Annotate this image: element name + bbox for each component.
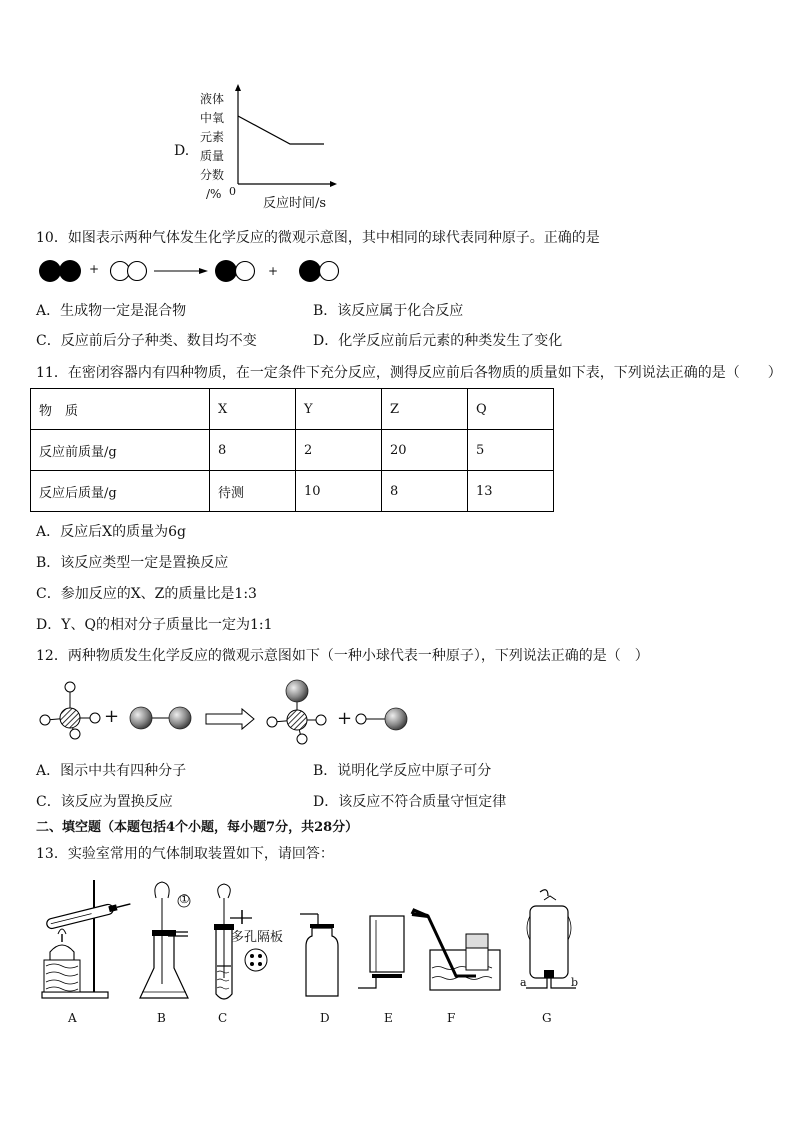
graph-x-axis-label: 反应时间/s (263, 196, 327, 211)
y-label-line: 分数 (200, 168, 225, 182)
small-atom (267, 717, 277, 727)
light-atom (111, 262, 130, 281)
option-c: C．该反应为置换反应 (36, 794, 173, 810)
plus-sign: + (89, 262, 100, 276)
apparatus-label-d: D (320, 1011, 330, 1025)
dark-atom (39, 260, 61, 282)
option-d: D．化学反应前后元素的种类发生了变化 (313, 333, 563, 349)
gray-atom (286, 680, 308, 702)
small-atom (297, 734, 307, 744)
table-cell: 13 (468, 471, 554, 512)
table-cell: 反应后质量/g (31, 471, 210, 512)
q10-reaction-diagram (36, 257, 346, 287)
question-11-stem: 11．在密闭容器内有四种物质，在一定条件下充分反应，测得反应前后各物质的质量如下表，下列说法正确的是（ ） (36, 365, 782, 381)
option-b: B．该反应属于化合反应 (313, 303, 464, 319)
graph-origin: 0 (229, 185, 236, 198)
arrowhead (199, 268, 208, 274)
table-cell: 8 (210, 430, 296, 471)
table-cell: Z (382, 389, 468, 430)
hatched-atom (60, 708, 80, 728)
y-label-line: /% (206, 187, 222, 201)
port-a-label: a (520, 976, 527, 989)
plus-sign: + (268, 264, 279, 278)
hollow-arrow (206, 709, 254, 729)
table-cell: X (210, 389, 296, 430)
small-atom (316, 715, 326, 725)
light-atom (128, 262, 147, 281)
graph-line (238, 116, 324, 144)
table-cell: 2 (296, 430, 382, 471)
apparatus-d (300, 914, 338, 996)
x-axis-arrow (330, 181, 337, 187)
apparatus-label-f: F (447, 1011, 456, 1025)
option-a: A．生成物一定是混合物 (36, 303, 187, 319)
small-atom (40, 715, 50, 725)
question-10-stem: 10．如图表示两种气体发生化学反应的微观示意图，其中相同的球代表同种原子。正确的是 (36, 230, 600, 246)
dark-atom (299, 260, 321, 282)
apparatus-a (42, 880, 132, 998)
option-b: B．说明化学反应中原子可分 (313, 763, 492, 779)
option-a: A．反应后X的质量为6g (36, 524, 186, 540)
small-atom (356, 714, 366, 724)
apparatus-label-e: E (384, 1011, 393, 1025)
option-c: C．反应前后分子种类、数目均不变 (36, 333, 257, 349)
table-cell: 8 (382, 471, 468, 512)
light-atom (236, 262, 255, 281)
table-cell: 物 质 (31, 389, 210, 430)
small-atom (70, 729, 80, 739)
apparatus-e (358, 916, 404, 988)
small-atom (65, 682, 75, 692)
plus-sign: + (104, 706, 120, 727)
table-cell: 待测 (210, 471, 296, 512)
apparatus-f (412, 910, 500, 990)
y-axis-arrow (235, 84, 241, 91)
table-header-row (31, 389, 554, 430)
option-d: D．该反应不符合质量守恒定律 (313, 794, 507, 810)
table-cell: 反应前质量/g (31, 430, 210, 471)
option-d-label: D. (174, 143, 190, 159)
y-label-line: 质量 (200, 149, 225, 163)
q12-reaction-diagram (36, 676, 426, 752)
question-12-stem: 12．两种物质发生化学反应的微观示意图如下（一种小球代表一种原子），下列说法正确的是（ ） (36, 648, 649, 664)
y-label-line: 元素 (200, 130, 225, 144)
option-c: C．参加反应的X、Z的质量比是1:3 (36, 586, 257, 602)
apparatus-diagram (36, 876, 596, 1008)
table-row (31, 471, 554, 512)
gray-atom (130, 707, 152, 729)
table-row (31, 430, 554, 471)
gray-atom (385, 708, 407, 730)
apparatus-g (526, 890, 579, 989)
apparatus-label-c: C (218, 1011, 228, 1025)
graph-y-axis-label (200, 90, 224, 204)
option-a: A．图示中共有四种分子 (36, 763, 187, 779)
question-13-stem: 13．实验室常用的气体制取装置如下，请回答： (36, 846, 334, 862)
port-b-label: b (571, 976, 579, 989)
option-b: B．该反应类型一定是置换反应 (36, 555, 229, 571)
dark-atom (215, 260, 237, 282)
gray-atom (169, 707, 191, 729)
hatched-atom (287, 710, 307, 730)
y-label-line: 液体 (200, 92, 225, 106)
line-graph (228, 82, 340, 194)
section-heading: 二、填空题（本题包括4个小题，每小题7分，共28分） (36, 820, 359, 835)
table-cell: Q (468, 389, 554, 430)
apparatus-label-g: G (542, 1011, 552, 1025)
dark-atom (59, 260, 81, 282)
option-d: D．Y、Q的相对分子质量比一定为1:1 (36, 617, 273, 633)
perforated-plate-label: 多孔隔板 (231, 930, 284, 945)
apparatus-label-a: A (68, 1011, 77, 1025)
small-atom (90, 713, 100, 723)
y-label-line: 中氧 (200, 111, 225, 125)
plus-sign: + (337, 708, 353, 729)
mass-table (30, 388, 554, 512)
light-atom (320, 262, 339, 281)
apparatus-label-b: B (157, 1011, 166, 1025)
table-cell: Y (296, 389, 382, 430)
table-cell: 5 (468, 430, 554, 471)
table-cell: 10 (296, 471, 382, 512)
circle-marker: ① (179, 892, 190, 906)
table-cell: 20 (382, 430, 468, 471)
